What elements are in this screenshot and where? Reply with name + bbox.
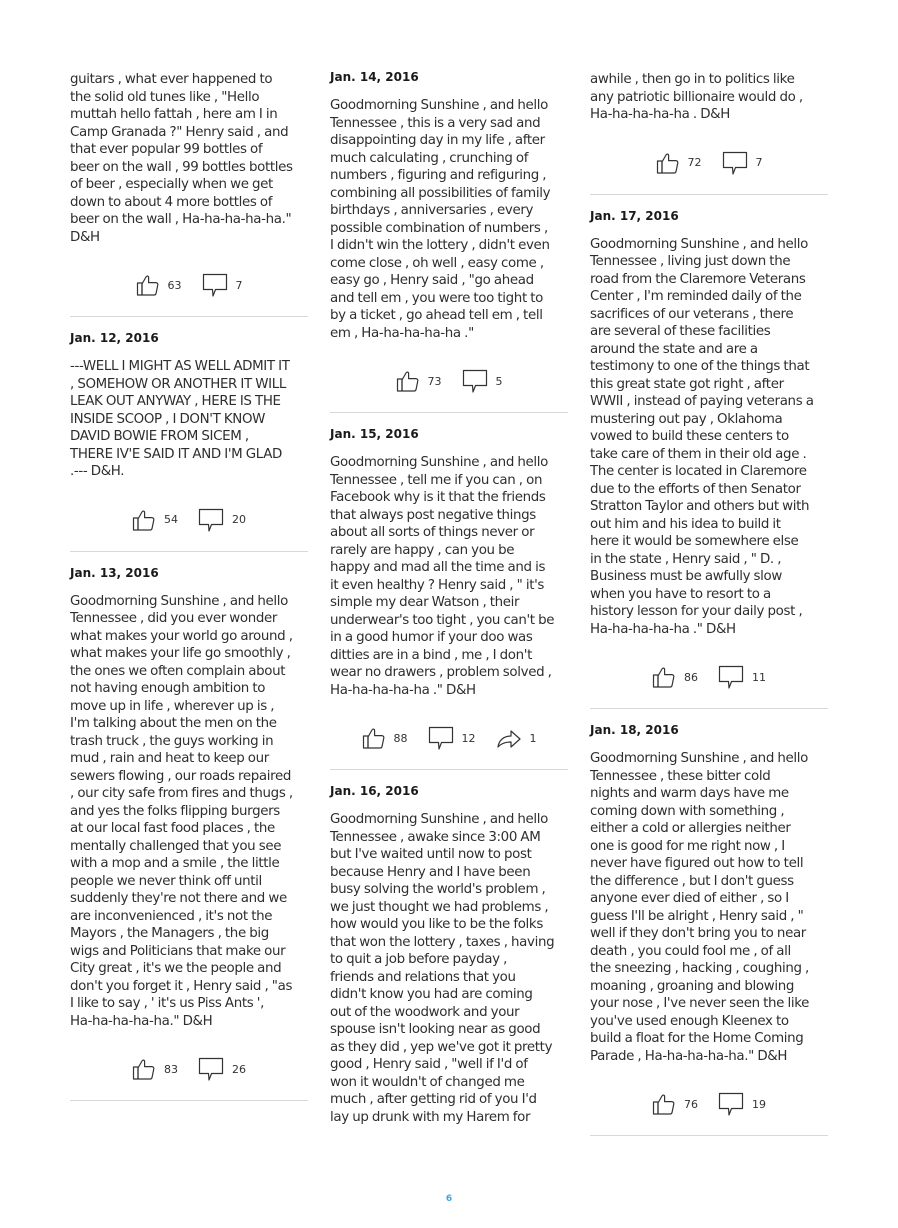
- post-body: Goodmorning Sunshine , and hello Tennessee , living just down the road from the Claremore Veterans Center , I'm reminded daily of the sacrifices of our veterans , there are several of these facilities around the state and are a testimony to one of the things that this great state got right , after WWII , instead of paying veterans a mustering out pay , Oklahoma vowed to build these centers to take care of them in their old age . The center is located in Claremore due to the efforts of then Senator Stratton Taylor and others but with out him and his idea to build it here it would be somewhere else in the state , Henry said , " D. , Business must be awfully slow when you have to resort to a history lesson for your daily post , Ha-ha-ha-ha-ha ." D&H: [590, 236, 814, 637]
- comment-button[interactable]: [718, 1091, 766, 1117]
- post-date: Jan. 13, 2016: [70, 565, 159, 580]
- like-button[interactable]: [132, 508, 178, 532]
- post-divider: [590, 194, 828, 195]
- comment-icon: [462, 368, 488, 394]
- post-continued: [70, 71, 308, 317]
- post-stats: [330, 723, 568, 753]
- post-body: Goodmorning Sunshine , and hello Tennessee , tell me if you can , on Facebook why is it that the friends that always post negative things about all sorts of things never or rarely are happy , can you be happy and mad all the time and is it even healthy ? Henry said , " it's simple my dear Watson , their underwear's too tight , you can't be in a good humor if your doo was ditties are in a bind , me , I don't wear no drawers , problem solved , Ha-ha-ha-ha-ha ." D&H: [330, 455, 555, 698]
- thumbs-up-icon: [132, 508, 156, 532]
- like-button[interactable]: [656, 151, 702, 175]
- column-1: [70, 62, 308, 1101]
- thumbs-up-icon: [136, 273, 160, 297]
- comment-button[interactable]: [202, 272, 243, 298]
- comment-icon: [202, 272, 228, 298]
- comment-icon: [718, 1091, 744, 1117]
- like-count: 63: [167, 278, 182, 292]
- like-count: 73: [427, 374, 442, 388]
- like-count: 86: [684, 670, 698, 684]
- comment-count: 7: [755, 156, 763, 169]
- post: [70, 331, 308, 552]
- post-body: Goodmorning Sunshine , and hello Tennessee , these bitter cold nights and warm days have me coming down with something , either a cold or allergies neither one is good for me right now , I never have figured out how to tell the difference , but I don't guess anyone ever died of either , so I guess I'll be alright , Henry said , " well if they don't bring you to near death , you could fool me , of all the sneezing , hacking , coughing , moaning , groaning and blowing your nose , I've never seen the like you've used enough Kleenex to build a float for the Home Coming Parade , Ha-ha-ha-ha-ha." D&H: [590, 751, 810, 1064]
- comment-count: 11: [752, 670, 766, 684]
- post: [590, 209, 828, 710]
- comment-count: 5: [495, 374, 503, 388]
- post-body: Goodmorning Sunshine , and hello Tennessee , awake since 3:00 AM but I've waited until now to post because Henry and I have been busy solving the world's problem , we just thought we had problems , how would you like to be the folks that won the lottery , taxes , having to quit a job before payday , friends and relations that you didn't know you had are coming out of the woodwork and your spouse isn't looking near as good as they did , yep we've got it pretty good , Henry said , "well if I'd of won it wouldn't of changed me much , after getting rid of you I'd lay up drunk with my Harem for: [330, 812, 555, 1125]
- post-date: Jan. 18, 2016: [590, 723, 679, 737]
- post: [590, 723, 828, 1136]
- post-stats: [70, 270, 308, 300]
- post-date: Jan. 16, 2016: [330, 784, 419, 798]
- comment-button[interactable]: [718, 664, 766, 690]
- comment-icon: [718, 664, 744, 690]
- like-button[interactable]: [396, 369, 442, 393]
- column-3: [590, 62, 828, 1136]
- like-button[interactable]: [652, 1092, 698, 1116]
- post-divider: [70, 316, 308, 317]
- comment-icon: [198, 507, 224, 533]
- share-arrow-icon: [496, 726, 522, 750]
- comment-button[interactable]: [428, 725, 476, 751]
- post-divider: [330, 412, 568, 413]
- post-stats: [330, 366, 568, 396]
- like-button[interactable]: [136, 273, 182, 297]
- comment-count: 12: [461, 731, 476, 745]
- column-2: [330, 62, 568, 1126]
- comment-count: 20: [232, 513, 246, 526]
- comment-button[interactable]: [722, 150, 763, 176]
- like-count: 76: [684, 1097, 698, 1111]
- thumbs-up-icon: [362, 726, 386, 750]
- post-date: Jan. 15, 2016: [330, 427, 419, 441]
- thumbs-up-icon: [652, 665, 676, 689]
- like-button[interactable]: [132, 1057, 178, 1081]
- post-continued: [590, 71, 828, 195]
- comment-icon: [722, 150, 748, 176]
- comment-count: 7: [235, 278, 243, 292]
- comment-count: 19: [752, 1097, 766, 1111]
- post-date: Jan. 12, 2016: [70, 331, 159, 345]
- post-stats: [590, 148, 828, 178]
- like-count: 88: [393, 731, 408, 745]
- thumbs-up-icon: [132, 1057, 156, 1081]
- post-divider: [330, 769, 568, 770]
- post: [330, 784, 568, 1126]
- post-body: Goodmorning Sunshine , and hello Tennessee , this is a very sad and disappointing day in my life , after much calculating , crunching of numbers , figuring and refiguring , combining all possibilities of family birthdays , anniversaries , every possible combination of numbers , I didn't win the lottery , didn't even come close , oh well , easy come , easy go , Henry said , "go ahead and tell em , you were too tight to by a ticket , go ahead tell em , tell em , Ha-ha-ha-ha-ha .": [330, 98, 551, 341]
- post-divider: [590, 708, 828, 709]
- post: [330, 427, 568, 770]
- comment-button[interactable]: [462, 368, 503, 394]
- comment-icon: [198, 1056, 224, 1082]
- post: [330, 70, 568, 413]
- post-divider: [70, 1100, 308, 1101]
- post-stats: [70, 505, 308, 535]
- post-divider: [70, 551, 308, 552]
- thumbs-up-icon: [652, 1092, 676, 1116]
- post: [70, 566, 308, 1102]
- comment-button[interactable]: [198, 1056, 246, 1082]
- comment-count: 26: [232, 1062, 246, 1076]
- post-stats: [70, 1054, 308, 1084]
- thumbs-up-icon: [396, 369, 420, 393]
- thumbs-up-icon: [656, 151, 680, 175]
- post-date: Jan. 14, 2016: [330, 70, 419, 84]
- comment-button[interactable]: [198, 507, 246, 533]
- like-count: 72: [687, 156, 702, 169]
- like-count: 54: [164, 513, 178, 526]
- post-body: Goodmorning Sunshine , and hello Tennessee , did you ever wonder what makes your world go around , what makes your life go smoothly , the ones we often complain about not having enough ambition to move up in life , wherever up is , I'm talking about the men on the trash truck , the guys working in mud , rain and heat to keep our sewers flowing , our roads repaired , our city safe from fires and thugs , and yes the folks flipping burgers at our local fast food places , the mentally challenged that you see with a mop and a smile , the little people we never think off until suddenly they're not there and we are inconvenienced , it's not the Mayors , the Managers , the big wigs and Politicians that make our City great , it's we the people and don't you forget it , Henry said , "as I like to say , ' it's us Piss Ants ', Ha-ha-ha-ha-ha." D&H: [70, 593, 293, 1029]
- like-button[interactable]: [362, 726, 408, 750]
- share-count: 1: [529, 731, 537, 745]
- post-stats: [590, 1089, 828, 1119]
- share-button[interactable]: [496, 726, 537, 750]
- like-button[interactable]: [652, 665, 698, 689]
- post-divider: [590, 1135, 828, 1136]
- post-date: Jan. 17, 2016: [590, 208, 679, 223]
- comment-icon: [428, 725, 454, 751]
- post-body: awhile , then go in to politics like any patriotic billionaire would do , Ha-ha-ha-ha-ha . D&H: [590, 72, 803, 122]
- like-count: 83: [164, 1062, 178, 1076]
- post-stats: [590, 662, 828, 692]
- page-number: 6: [445, 1194, 453, 1204]
- post-body: guitars , what ever happened to the solid old tunes like , "Hello muttah hello fattah , here am I in Camp Granada ?" Henry said , and that ever popular 99 bottles of beer on the wall , 99 bottles bottles of beer , especially when we get down to about 4 more bottles of beer on the wall , Ha-ha-ha-ha-ha." D&H: [70, 72, 293, 245]
- post-body: ---WELL I MIGHT AS WELL ADMIT IT , SOMEHOW OR ANOTHER IT WILL LEAK OUT ANYWAY , HERE IS THE INSIDE SCOOP , I DON'T KNOW DAVID BOWIE FROM SICEM , THERE IV'E SAID IT AND I'M GLAD .--- D&H.: [70, 359, 290, 479]
